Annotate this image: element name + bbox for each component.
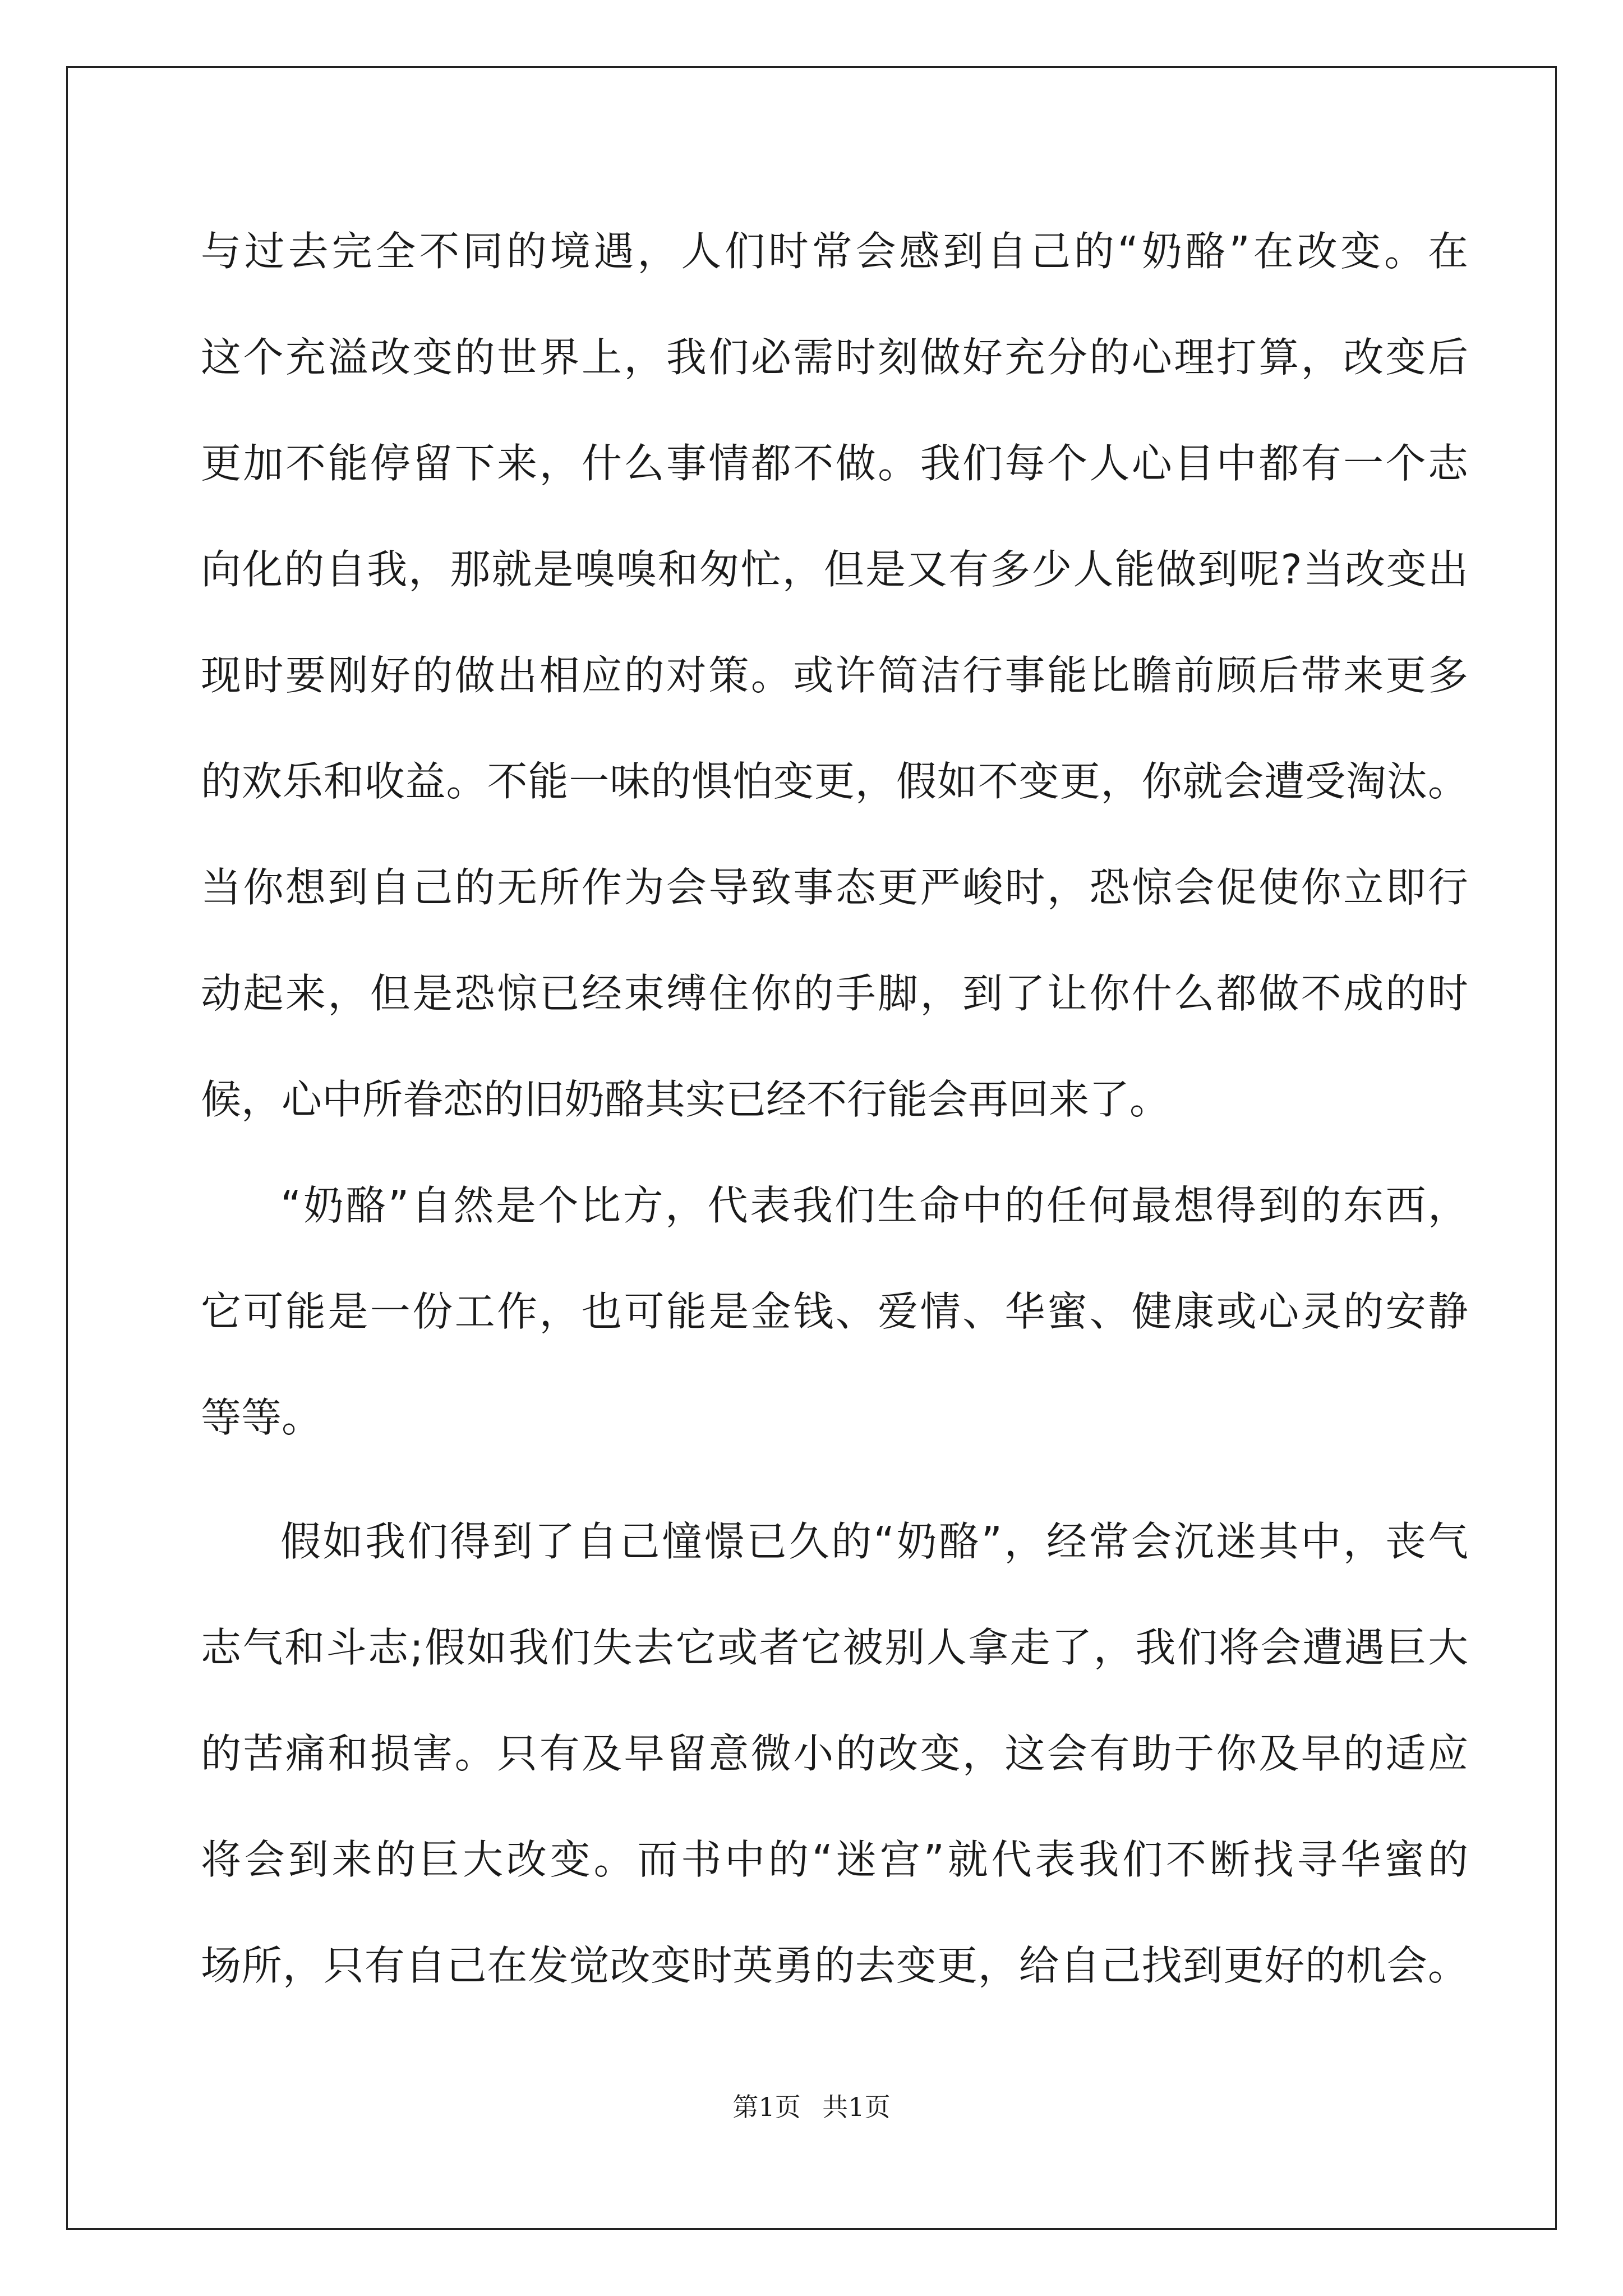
- text-line: 当你想到自己的无所作为会导致事态更严峻时，恐惊会促使你立即行: [201, 864, 1468, 911]
- text-line: 它可能是一份工作，也可能是金钱、爱情、华蜜、健康或心灵的安静: [201, 1288, 1468, 1335]
- text-line: 等等。: [201, 1394, 322, 1441]
- text-line: 更加不能停留下来，什么事情都不做。我们每个人心目中都有一个志: [201, 440, 1468, 487]
- page-number: 第1页 共1页: [732, 2092, 891, 2122]
- text-line: 将会到来的巨大改变。而书中的“迷宫”就代表我们不断找寻华蜜的: [201, 1836, 1468, 1883]
- text-line: 志气和斗志;假如我们失去它或者它被别人拿走了，我们将会遭遇巨大: [201, 1624, 1468, 1671]
- text-line: 这个充溢改变的世界上，我们必需时刻做好充分的心理打算，改变后: [201, 334, 1468, 381]
- text-line: 假如我们得到了自己憧憬已久的“奶酪”，经常会沉迷其中，丧气: [280, 1518, 1468, 1565]
- text-line: “奶酪”自然是个比方，代表我们生命中的任何最想得到的东西，: [280, 1182, 1468, 1229]
- text-line: 现时要刚好的做出相应的对策。或许简洁行事能比瞻前顾后带来更多: [201, 652, 1468, 699]
- text-line: 场所，只有自己在发觉改变时英勇的去变更，给自己找到更好的机会。: [201, 1942, 1468, 1989]
- text-line: 的欢乐和收益。不能一味的惧怕变更，假如不变更，你就会遭受淘汰。: [201, 758, 1468, 805]
- text-line: 的苦痛和损害。只有及早留意微小的改变，这会有助于你及早的适应: [201, 1730, 1468, 1777]
- text-line: 与过去完全不同的境遇，人们时常会感到自己的“奶酪”在改变。在: [201, 228, 1468, 275]
- page-border: [66, 66, 1557, 2230]
- text-line: 动起来，但是恐惊已经束缚住你的手脚，到了让你什么都做不成的时: [201, 970, 1468, 1017]
- text-line: 向化的自我，那就是嗅嗅和匆忙，但是又有多少人能做到呢?当改变出: [201, 546, 1468, 593]
- text-line: 候，心中所眷恋的旧奶酪其实已经不行能会再回来了。: [201, 1076, 1170, 1123]
